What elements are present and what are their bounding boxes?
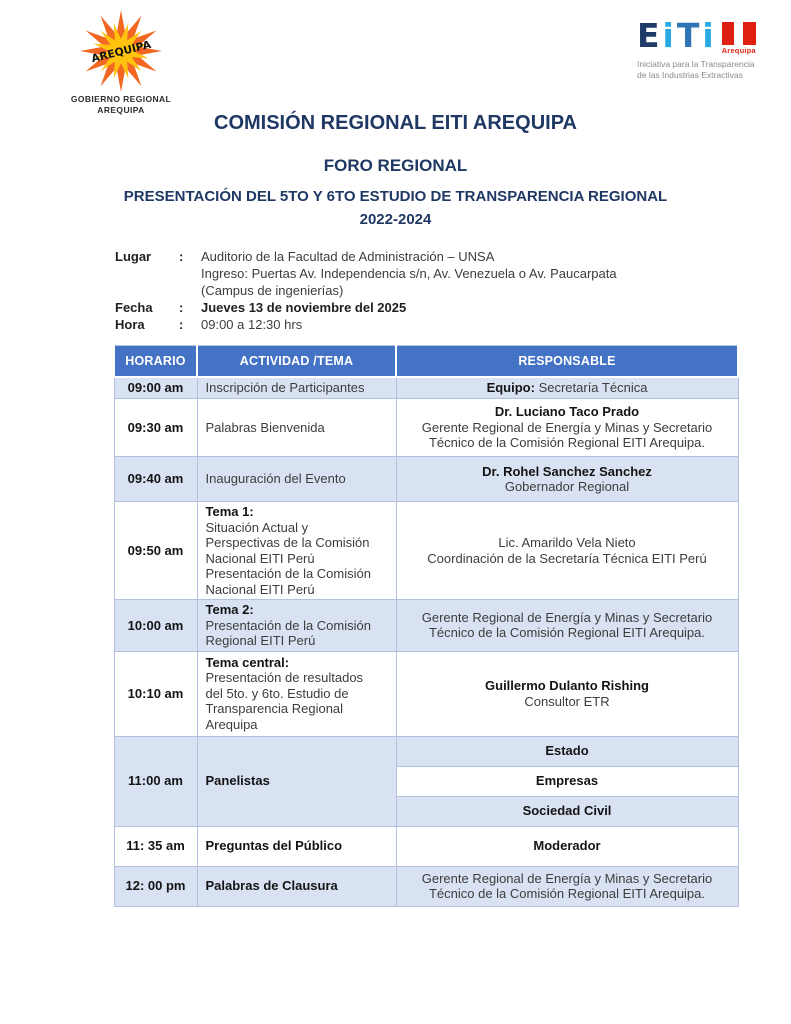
panelist-group-label: Empresas	[535, 773, 599, 789]
activity-line	[206, 471, 388, 487]
detail-value	[201, 316, 302, 333]
table-row	[114, 866, 738, 906]
page-header	[0, 0, 791, 115]
agenda-cell-time: 10:10 am	[114, 651, 197, 736]
activity-line	[206, 535, 388, 551]
flag-red-band	[722, 22, 734, 45]
responsable-line	[405, 464, 730, 480]
detail-colon: :	[179, 300, 184, 315]
text-span: Gobernador Regional	[504, 479, 630, 494]
agenda-header-row	[114, 346, 738, 377]
agenda-cell-panelist-group	[396, 766, 738, 796]
responsable-line	[405, 551, 730, 567]
text-span: Preguntas del Público	[205, 838, 343, 854]
detail-value-line: 09:00 a 12:30 hrs	[201, 317, 303, 332]
agenda-cell-time: 11:00 am	[114, 736, 197, 826]
agenda-cell-activity	[197, 651, 396, 736]
text-span: Moderador	[533, 838, 601, 854]
activity-line	[206, 701, 388, 717]
eiti-region-label: Arequipa	[721, 46, 756, 55]
agenda-cell-responsable	[396, 399, 738, 457]
agenda-cell-responsable	[396, 651, 738, 736]
agenda-cell-responsable	[396, 826, 738, 866]
activity-line	[206, 717, 388, 733]
page-title: COMISIÓN REGIONAL EITI AREQUIPA	[214, 112, 577, 134]
responsable-line	[405, 838, 730, 854]
agenda-cell-activity	[197, 600, 396, 652]
detail-value-line: (Campus de ingenierías)	[201, 283, 344, 298]
detail-value-line: Jueves 13 de noviembre del 2025	[201, 300, 407, 315]
detail-colon: :	[179, 317, 184, 332]
panelist-group-label: Sociedad Civil	[522, 803, 612, 819]
activity-line	[206, 655, 388, 671]
flag-red-band	[743, 22, 755, 45]
text-span: Lic. Amarildo Vela Nieto	[498, 535, 636, 550]
detail-label: Fecha	[115, 300, 153, 315]
eiti-tagline-line2: de las Industrias Extractivas	[637, 69, 743, 80]
detail-value	[201, 248, 617, 299]
agenda-cell-activity	[197, 457, 396, 502]
eiti-letter-e: E	[637, 16, 663, 55]
text-span: Gerente Regional de Energía y Minas y Secretario	[421, 419, 713, 435]
responsable-line	[405, 678, 730, 694]
activity-line	[206, 504, 388, 520]
text-span: Equipo:	[486, 380, 535, 395]
detail-colon: :	[179, 249, 184, 264]
detail-value-line: Auditorio de la Facultad de Administración – UNSA	[201, 249, 495, 264]
agenda-cell-responsable	[396, 502, 738, 600]
table-row	[114, 399, 738, 457]
text-span: Arequipa	[205, 716, 258, 732]
responsable-line	[405, 420, 730, 436]
responsable-line	[405, 610, 730, 626]
eiti-letter-t: T	[676, 16, 703, 55]
table-row	[114, 502, 738, 600]
agenda-cell-activity	[197, 866, 396, 906]
eiti-logo	[637, 16, 775, 80]
text-span: Dr. Rohel Sanchez Sanchez	[482, 463, 652, 479]
event-title: FORO REGIONAL	[323, 156, 468, 175]
text-span: Técnico de la Comisión Regional EITI Arequipa.	[428, 625, 706, 641]
responsable-line	[405, 694, 730, 710]
arequipa-sunburst-icon	[77, 10, 165, 92]
text-span: Nacional EITI Perú	[205, 550, 315, 566]
text-span: Gerente Regional de Energía y Minas y Secretario	[421, 609, 713, 625]
gobierno-caption-line2: AREQUIPA	[97, 105, 145, 115]
responsable-line	[405, 479, 730, 495]
text-span: Inscripción de Participantes	[205, 380, 365, 395]
column-header-actividad: ACTIVIDAD /TEMA	[197, 346, 396, 377]
agenda-table	[113, 345, 739, 907]
text-span: Tema central:	[205, 654, 290, 670]
detail-value	[201, 299, 406, 316]
activity-line	[206, 520, 388, 536]
responsable-line	[405, 871, 730, 887]
text-span: Perspectivas de la Comisión	[205, 535, 370, 550]
text-span: Consultor ETR	[524, 693, 610, 709]
detail-label: Hora	[115, 317, 145, 332]
table-row	[114, 736, 738, 766]
activity-line	[206, 686, 388, 702]
detail-row	[115, 299, 791, 316]
activity-line	[206, 773, 388, 789]
activity-line	[206, 878, 388, 894]
text-span: Situación Actual y	[205, 519, 309, 535]
eiti-letters-icon	[637, 16, 717, 55]
agenda-cell-time: 09:50 am	[114, 502, 197, 600]
agenda-table-body	[114, 377, 738, 907]
agenda-cell-time: 11: 35 am	[114, 826, 197, 866]
activity-line	[206, 420, 388, 436]
activity-line	[206, 633, 388, 649]
agenda-cell-responsable	[396, 600, 738, 652]
activity-line	[206, 566, 388, 582]
gobierno-regional-arequipa-logo	[44, 10, 198, 116]
table-row	[114, 651, 738, 736]
text-span: Coordinación de la Secretaría Técnica EITI Perú	[427, 550, 707, 566]
text-span: Dr. Luciano Taco Prado	[494, 404, 640, 420]
table-row	[114, 457, 738, 502]
agenda-cell-time: 09:40 am	[114, 457, 197, 502]
column-header-horario: HORARIO	[114, 346, 197, 377]
eiti-tagline-line1: Iniciativa para la Transparencia	[637, 59, 755, 69]
activity-line	[206, 618, 388, 634]
agenda-cell-responsable	[396, 457, 738, 502]
text-span: Tema 1:	[205, 504, 254, 519]
event-period: 2022-2024	[359, 211, 432, 228]
activity-line	[206, 380, 388, 396]
agenda-cell-activity	[197, 399, 396, 457]
text-span: Gerente Regional de Energía y Minas y Secretario	[421, 870, 713, 886]
agenda-cell-panelist-group	[396, 796, 738, 826]
detail-value-line: Ingreso: Puertas Av. Independencia s/n, Av. Venezuela o Av. Paucarpata	[201, 266, 617, 281]
text-span: Transparencia Regional	[205, 701, 344, 717]
agenda-cell-time: 09:30 am	[114, 399, 197, 457]
responsable-line	[405, 435, 730, 451]
text-span: Guillermo Dulanto Rishing	[485, 678, 649, 693]
agenda-cell-activity	[197, 736, 396, 826]
text-span: Nacional EITI Perú	[205, 581, 315, 597]
text-span: Técnico de la Comisión Regional EITI Arequipa.	[428, 435, 706, 451]
text-span: Secretaría Técnica	[534, 380, 648, 395]
flag-white-band	[734, 22, 743, 45]
table-row	[114, 600, 738, 652]
eiti-letter-i1: i	[662, 16, 677, 55]
table-row	[114, 826, 738, 866]
text-span: Panelistas	[205, 773, 270, 789]
agenda-cell-time: 09:00 am	[114, 377, 197, 399]
peru-flag-block	[722, 22, 756, 55]
responsable-line	[405, 625, 730, 641]
detail-row	[115, 316, 791, 333]
text-span: Palabras Bienvenida	[205, 419, 325, 435]
text-span: Regional EITI Perú	[205, 633, 316, 648]
text-span: Tema 2:	[205, 602, 254, 617]
responsable-line	[405, 404, 730, 420]
agenda-cell-responsable	[396, 377, 738, 399]
responsable-line	[405, 535, 730, 551]
agenda-cell-activity	[197, 377, 396, 399]
activity-line	[206, 838, 388, 854]
gobierno-caption-line1: GOBIERNO REGIONAL	[70, 94, 172, 104]
peru-flag-icon	[722, 22, 756, 45]
activity-line	[206, 551, 388, 567]
agenda-cell-time: 12: 00 pm	[114, 866, 197, 906]
detail-label: Lugar	[115, 249, 152, 264]
activity-line	[206, 582, 388, 598]
responsable-line	[405, 380, 730, 396]
eiti-letter-i2: i	[702, 16, 717, 55]
activity-line	[206, 670, 388, 686]
event-subtitle: PRESENTACIÓN DEL 5TO Y 6TO ESTUDIO DE TRANSPARENCIA REGIONAL	[123, 188, 668, 205]
text-span: del 5to. y 6to. Estudio de	[205, 685, 349, 701]
text-span: Presentación de resultados	[205, 670, 364, 686]
table-row	[114, 377, 738, 399]
agenda-cell-responsable	[396, 866, 738, 906]
activity-line	[206, 602, 388, 618]
agenda-cell-activity	[197, 502, 396, 600]
detail-row	[115, 248, 791, 299]
text-span: Palabras de Clausura	[205, 878, 338, 894]
event-details	[115, 248, 791, 333]
agenda-cell-activity	[197, 826, 396, 866]
agenda-cell-time: 10:00 am	[114, 600, 197, 652]
column-header-responsable: RESPONSABLE	[396, 346, 738, 377]
agenda-cell-panelist-group	[396, 736, 738, 766]
text-span: Presentación de la Comisión	[205, 566, 371, 581]
arequipa-sun-label: AREQUIPA	[90, 37, 153, 66]
text-span: Técnico de la Comisión Regional EITI Arequipa.	[428, 886, 706, 901]
responsable-line	[405, 886, 730, 902]
text-span: Presentación de la Comisión	[205, 617, 371, 633]
panelist-group-label: Estado	[545, 743, 589, 759]
text-span: Inauguración del Evento	[205, 471, 346, 487]
